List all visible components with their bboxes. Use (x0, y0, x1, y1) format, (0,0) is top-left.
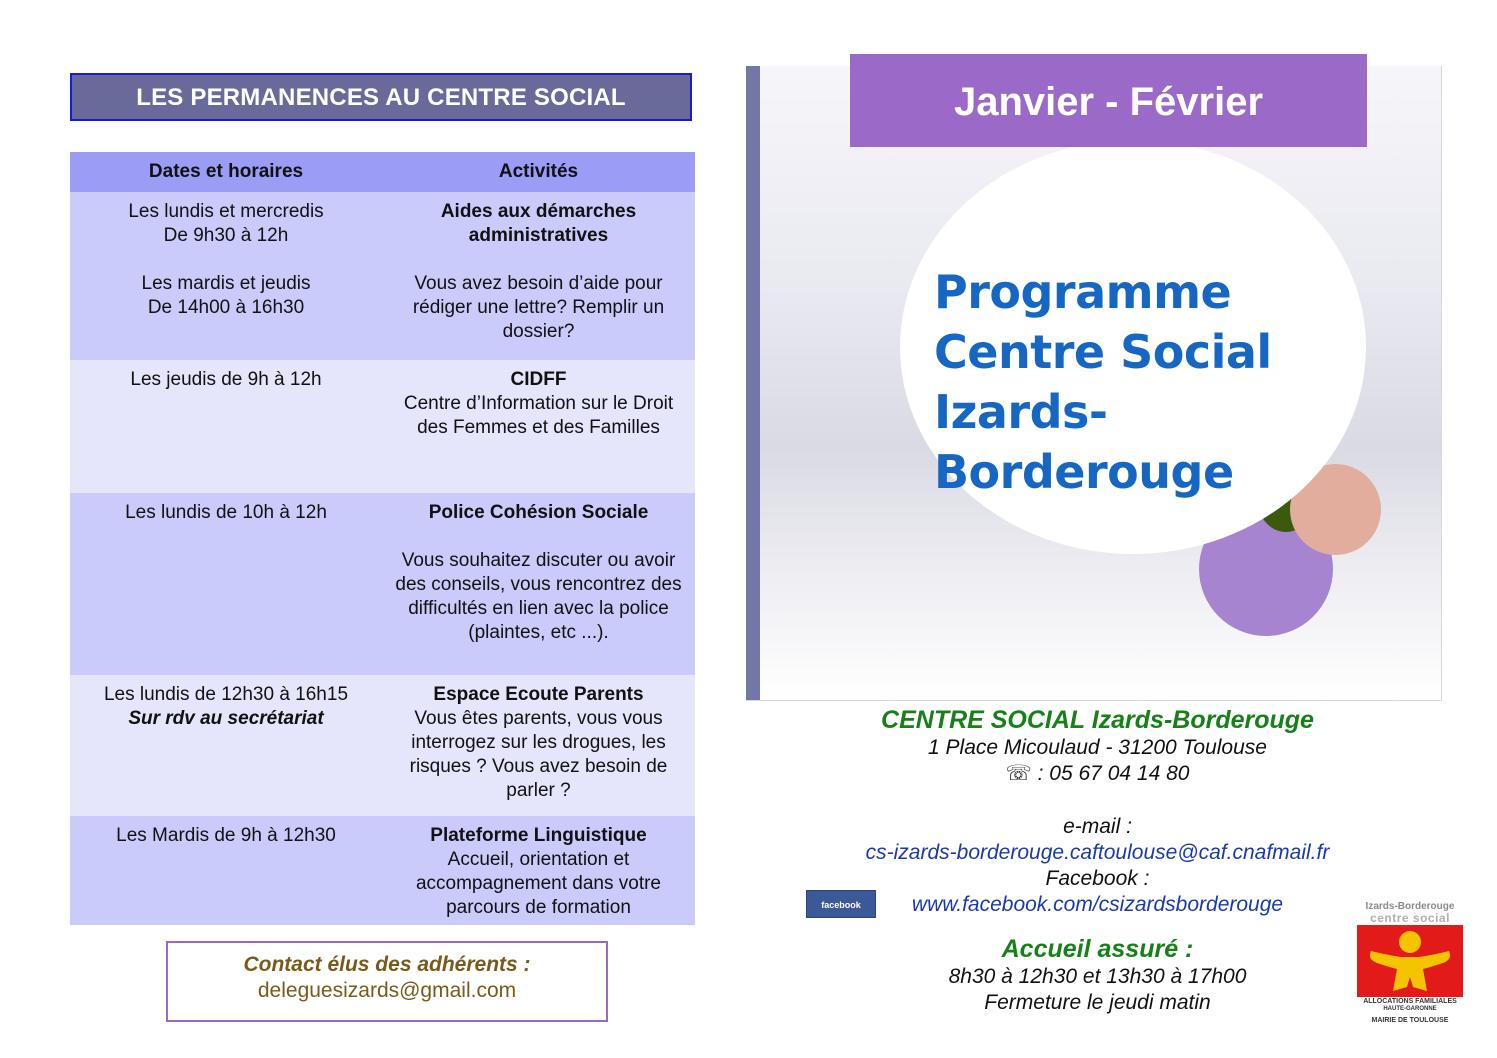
facebook-icon[interactable]: facebook (806, 890, 876, 918)
street-address: 1 Place Micoulaud - 31200 Toulouse (928, 736, 1267, 759)
date-line: De 14h00 à 16h30 (147, 297, 305, 318)
contact-box (166, 941, 608, 1022)
row-dates (70, 493, 382, 675)
activity-desc: Vous souhaitez discuter ou avoir des conseils, vous rencontrez des difficultés en lien avec la police (plaintes, etc ...). (395, 550, 682, 643)
table-row (70, 493, 695, 675)
program-title-line: Izards-Borderouge (934, 385, 1234, 499)
logo-mairie-line: MAIRIE DE TOULOUSE (1371, 1017, 1449, 1024)
table-row (70, 816, 695, 925)
date-note: Sur rdv au secrétariat (128, 708, 324, 729)
activity-desc: Centre d’Information sur le Droit des Femmes et des Familles (403, 393, 674, 438)
table-row (70, 192, 695, 360)
logo-caf-line: HAUTE-GARONNE (1383, 1006, 1437, 1012)
date-line: Les lundis de 10h à 12h (125, 502, 327, 523)
logo-line: centre social (1370, 911, 1450, 925)
program-title-line: Centre Social (934, 325, 1272, 379)
row-dates (70, 360, 382, 493)
date-line: Les Mardis de 9h à 12h30 (116, 825, 336, 846)
closure-note: Fermeture le jeudi matin (984, 991, 1211, 1014)
contact-email[interactable]: deleguesizards@gmail.com (257, 979, 517, 1002)
logo-line: Izards-Borderouge (1365, 901, 1455, 912)
centre-name: CENTRE SOCIAL Izards-Borderouge (881, 706, 1314, 734)
row-dates (70, 816, 382, 925)
period-banner: Janvier - Février (850, 54, 1367, 147)
row-activity (382, 493, 695, 675)
centre-social-logo (1354, 900, 1464, 1028)
date-line: Les jeudis de 9h à 12h (130, 369, 322, 390)
row-activity (382, 360, 695, 493)
date-line: Les lundis et mercredis (128, 201, 324, 222)
activity-desc: Vous avez besoin d’aide pour rédiger une lettre? Remplir un dossier? (412, 273, 665, 342)
permanences-title: LES PERMANENCES AU CENTRE SOCIAL (70, 73, 692, 121)
row-dates (70, 192, 382, 360)
email-link[interactable]: cs-izards-borderouge.caftoulouse@caf.cnafmail.fr (865, 841, 1330, 864)
address-block (780, 705, 1415, 1016)
table-row (70, 360, 695, 493)
program-title-line: Programme (934, 265, 1232, 319)
header-dates: Dates et horaires (148, 161, 304, 182)
activity-desc: Vous êtes parents, vous vous interrogez sur les drogues, les risques ? Vous avez besoin de parler ? (409, 708, 668, 801)
activity-title: Aides aux démarches administratives (440, 201, 637, 246)
email-label: e-mail : (1063, 815, 1132, 838)
activity-title: Espace Ecoute Parents (433, 684, 644, 705)
activity-title: Plateforme Linguistique (430, 825, 647, 846)
facebook-label: Facebook : (1045, 867, 1150, 890)
accueil-title: Accueil assuré : (1001, 935, 1194, 963)
row-activity (382, 675, 695, 816)
program-title (934, 262, 1354, 502)
activity-title: Police Cohésion Sociale (428, 502, 649, 523)
row-activity (382, 192, 695, 360)
date-line: Les lundis de 12h30 à 16h15 (103, 684, 349, 705)
logo-caf-line: ALLOCATIONS FAMILIALES (1363, 998, 1457, 1005)
row-dates (70, 675, 382, 816)
date-line: De 9h30 à 12h (163, 225, 289, 246)
activity-title: CIDFF (510, 369, 567, 390)
phone-number: ☏ : 05 67 04 14 80 (1005, 762, 1190, 785)
logo-figure (1357, 925, 1463, 997)
cover-side-bar (746, 66, 760, 700)
row-activity (382, 816, 695, 925)
contact-title: Contact élus des adhérents : (243, 953, 531, 976)
table-row (70, 675, 695, 816)
table-header (70, 152, 695, 192)
facebook-link[interactable]: www.facebook.com/csizardsborderouge (911, 893, 1284, 916)
permanences-table (70, 152, 695, 925)
date-line: Les mardis et jeudis (141, 273, 311, 294)
opening-hours: 8h30 à 12h30 et 13h30 à 17h00 (948, 965, 1247, 988)
header-activities: Activités (498, 161, 579, 182)
activity-desc: Accueil, orientation et accompagnement dans votre parcours de formation (415, 849, 662, 918)
